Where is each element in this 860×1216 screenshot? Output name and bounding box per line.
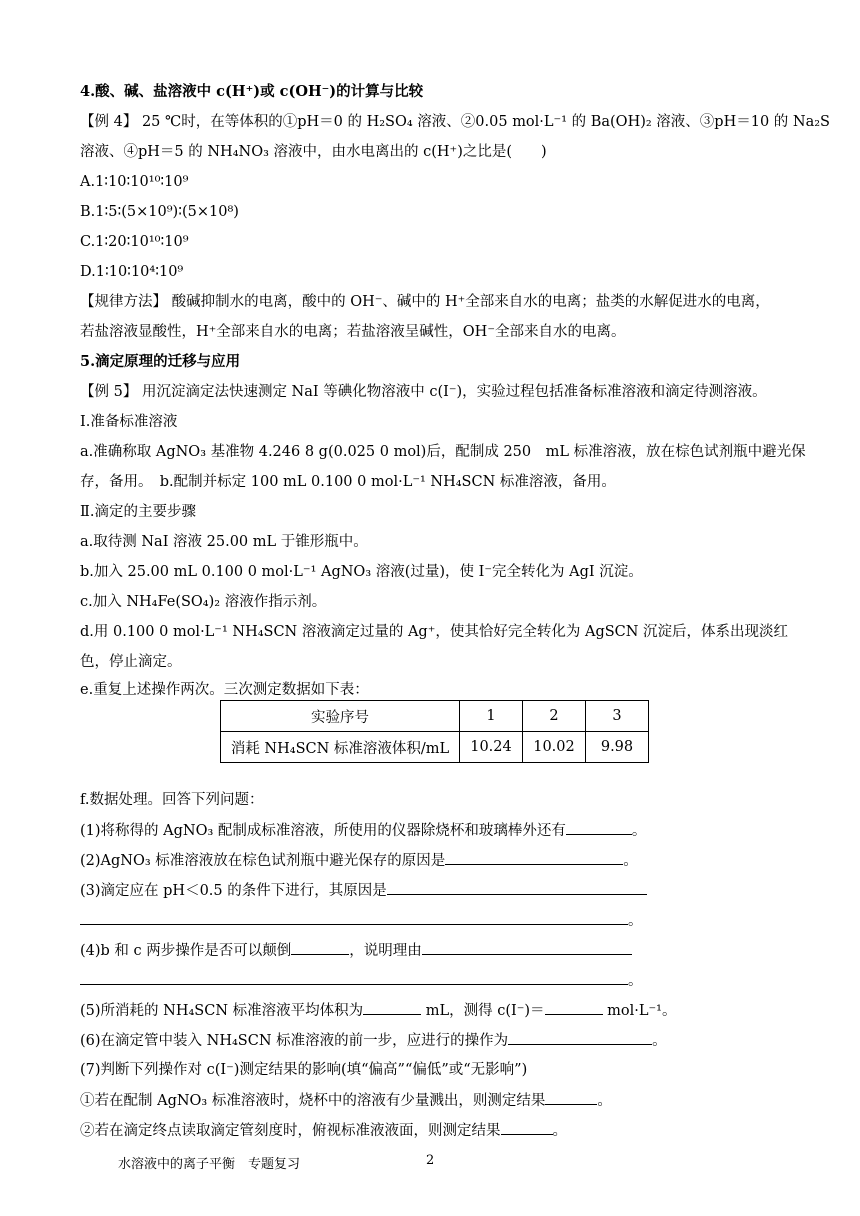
answer-blank[interactable] <box>80 910 628 925</box>
part-2-step-e: e.重复上述操作两次。三次测定数据如下表： <box>80 682 369 698</box>
rule-method: 【规律方法】 酸碱抑制水的电离，酸中的 OH⁻、碱中的 H⁺全部来自水的电离；盐类的水解促进水的电离， <box>80 294 770 310</box>
question-7: (7)判断下列操作对 c(I⁻)测定结果的影响(填“偏高”“偏低”或“无影响”) <box>80 1062 528 1078</box>
question-5-text: (5)所消耗的 NH₄SCN 标准溶液平均体积为 <box>80 1003 364 1019</box>
period: 。 <box>628 973 643 989</box>
answer-blank[interactable] <box>422 940 632 955</box>
answer-blank[interactable] <box>501 1120 553 1135</box>
option-a: A.1∶10∶10¹⁰∶10⁹ <box>80 174 189 190</box>
question-1 <box>80 820 646 841</box>
table-cell: 3 <box>586 701 649 732</box>
answer-blank[interactable] <box>445 850 623 865</box>
question-6-text: (6)在滴定管中装入 NH₄SCN 标准溶液的前一步，应进行的操作为 <box>80 1033 509 1049</box>
question-7-item-1 <box>80 1090 612 1111</box>
answer-blank[interactable] <box>508 1030 652 1045</box>
example-5-question: 【例 5】 用沉淀滴定法快速测定 NaI 等碘化物溶液中 c(I⁻)，实验过程包括准备标准溶液和滴定待测溶液。 <box>80 384 767 400</box>
footer-title: 水溶液中的离子平衡 专题复习 <box>118 1157 301 1172</box>
part-2-step-d-cont: 色，停止滴定。 <box>80 654 182 670</box>
answer-blank[interactable] <box>566 820 632 835</box>
part-1-step-a: a.准确称取 AgNO₃ 基准物 4.246 8 g(0.025 0 mol)后，配制成 250 mL 标准溶液，放在棕色试剂瓶中避光保 <box>80 444 806 460</box>
answer-blank[interactable] <box>545 1090 597 1105</box>
answer-blank[interactable] <box>363 1000 421 1015</box>
question-7-item-1-text: ①若在配制 AgNO₃ 标准溶液时，烧杯中的溶液有少量溅出，则测定结果 <box>80 1093 546 1109</box>
table-cell: 2 <box>523 701 586 732</box>
section-4-title: 4.酸、碱、盐溶液中 c(H⁺)或 c(OH⁻)的计算与比较 <box>80 83 424 100</box>
question-4-text: (4)b 和 c 两步操作是否可以颠倒 <box>80 943 292 959</box>
question-2-text: (2)AgNO₃ 标准溶液放在棕色试剂瓶中避光保存的原因是 <box>80 853 446 869</box>
part-1-heading: Ⅰ.准备标准溶液 <box>80 414 178 430</box>
question-7-item-2 <box>80 1120 567 1141</box>
period: 。 <box>552 1123 567 1139</box>
period: 。 <box>631 823 647 839</box>
period: 。 <box>623 853 638 869</box>
example-4-question-cont: 溶液、④pH＝5 的 NH₄NO₃ 溶液中，由水电离出的 c(H⁺)之比是( ) <box>80 144 547 160</box>
option-c: C.1∶20∶10¹⁰∶10⁹ <box>80 234 189 250</box>
table-cell: 10.02 <box>523 732 586 763</box>
question-6 <box>80 1030 667 1051</box>
example-4-question: 【例 4】 25 ℃时，在等体积的①pH＝0 的 H₂SO₄ 溶液、②0.05 mol·L⁻¹ 的 Ba(OH)₂ 溶液、③pH＝10 的 Na₂S <box>80 114 830 130</box>
part-1-step-a-cont: 存，备用。 b.配制并标定 100 mL 0.100 0 mol·L⁻¹ NH₄SCN 标准溶液，备用。 <box>80 474 616 490</box>
question-4-cont <box>80 970 643 991</box>
period: 。 <box>652 1033 667 1049</box>
section-5-title: 5.滴定原理的迁移与应用 <box>80 353 241 370</box>
part-2-step-b: b.加入 25.00 mL 0.100 0 mol·L⁻¹ AgNO₃ 溶液(过量)，使 I⁻完全转化为 AgI 沉淀。 <box>80 564 643 580</box>
table-row <box>221 732 649 763</box>
table-cell: 9.98 <box>586 732 649 763</box>
question-3-text: (3)滴定应在 pH＜0.5 的条件下进行，其原因是 <box>80 883 387 899</box>
rule-method-cont: 若盐溶液显酸性，H⁺全部来自水的电离；若盐溶液呈碱性，OH⁻全部来自水的电离。 <box>80 324 626 340</box>
answer-blank[interactable] <box>545 1000 603 1015</box>
table-cell: 10.24 <box>460 732 523 763</box>
option-b: B.1∶5∶(5×10⁹)∶(5×10⁸) <box>80 204 239 220</box>
period: 。 <box>628 913 643 929</box>
page-number: 2 <box>426 1153 435 1168</box>
question-5-mid: mL，测得 c(I⁻)＝ <box>421 1003 545 1019</box>
option-d: D.1∶10∶10⁴∶10⁹ <box>80 264 184 280</box>
question-7-item-2-text: ②若在滴定终点读取滴定管刻度时，俯视标准液液面，则测定结果 <box>80 1123 501 1139</box>
question-3 <box>80 880 647 901</box>
part-2-step-c: c.加入 NH₄Fe(SO₄)₂ 溶液作指示剂。 <box>80 594 327 610</box>
table-row <box>221 701 649 732</box>
data-table <box>220 700 649 763</box>
question-1-text: (1)将称得的 AgNO₃ 配制成标准溶液，所使用的仪器除烧杯和玻璃棒外还有 <box>80 823 566 839</box>
part-2-step-d: d.用 0.100 0 mol·L⁻¹ NH₄SCN 溶液滴定过量的 Ag⁺，使其恰好完全转化为 AgSCN 沉淀后，体系出现淡红 <box>80 624 789 640</box>
answer-blank[interactable] <box>291 940 349 955</box>
answer-blank[interactable] <box>80 970 628 985</box>
question-4 <box>80 940 632 961</box>
table-cell: 实验序号 <box>221 701 460 732</box>
question-3-cont <box>80 910 643 931</box>
answer-blank[interactable] <box>387 880 647 895</box>
question-4-reason: ，说明理由 <box>349 943 422 959</box>
table-cell: 消耗 NH₄SCN 标准溶液体积/mL <box>221 732 460 763</box>
question-5 <box>80 1000 676 1021</box>
table-cell: 1 <box>460 701 523 732</box>
question-2 <box>80 850 638 871</box>
period: 。 <box>597 1093 612 1109</box>
part-2-step-a: a.取待测 NaI 溶液 25.00 mL 于锥形瓶中。 <box>80 534 368 550</box>
part-2-heading: Ⅱ.滴定的主要步骤 <box>80 504 196 520</box>
question-5-unit: mol·L⁻¹。 <box>602 1003 677 1019</box>
part-2-step-f: f.数据处理。回答下列问题： <box>80 792 264 808</box>
